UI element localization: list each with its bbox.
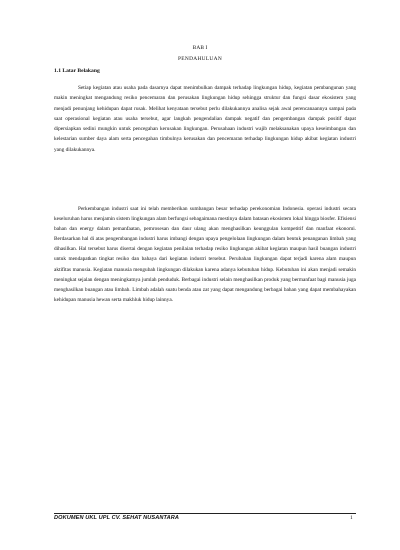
section-heading: 1.1 Latar Belakang (54, 68, 100, 74)
body-paragraph: Perkembangan industri saat ini telah memberikan sumbangan besar terhadap perekonomian Indonesia. operasi industri secara keseluruhan harus menjamin sistem lingkungan alam berfungsi sebagaimana mestinya dalam batasan ekosistem lokal hingga biosfer. Efisiensi bahan dan energy dalam pemanfaatan, pemrosesan dan daur ulang akan menghasilkan keunggulan kompetitif dan manfaat ekonomi. Berdasarkan hal di atas pengembangan industri harus imbangi dengan upaya pengelolaan lingkungan dalam bentuk penanganan limbah yang dihasilkan. Hal tersebut harus disertai dengan kegiatan penilaian terhadap resiko lingkungan akibat kegiatan maupun hasil buangan industri untuk mendapatkan tingkat resiko dan bahaya dari kegiatan industri tersebut. Perubahan lingkungan dapat terjadi karena alam maupun aktifitas manusia. Kegiatan manusia mengubah lingkungan dilakukan karena adanya kebutuhan hidup. Kebutuhan ini akan menjadi semakin meningkat sejalan dengan meningkatnya jumlah penduduk. Berbagai industri selain menghasilkan produk yang bermanfaat bagi manusia juga menghasilkan buangan atau limbah. Limbah adalah suatu benda atau zat yang dapat mengandung berbagai bahan yang dapat membahayakan kehidupan manusia hewan serta makhluk hidup lainnya. (54, 206, 356, 303)
chapter-title: PENDAHULUAN (177, 56, 223, 62)
footer-divider (54, 513, 356, 514)
chapter-number: BAB I (192, 45, 208, 51)
page-number: 1 (350, 515, 353, 521)
body-paragraph: Setiap kegiatan atau usaha pada dasarnya dapat menimbulkan dampak terhadap lingkungan hidup, kegiatan pembangunan yang makin meningkat mengandung resiko pencemaran dan perusakan lingkungan hidup sehingga struktur dan fungsi dasar ekosistem yang menjadi penunjang kehidupan dapat rusak. Melihat kenyataan tersebut perlu dilakukannya analisa sejak awal perencanaannya sampai pada saat operasional kegiatan atau usaha tersebut, agar langkah pengendalian dampak negatif dan pengembangan dampak positif dapat dipersiapkan sedini mungkin untuk pencegahan kerusakan lingkungan. Perusahaan industri wajib melaksanakan upaya keseimbangan dan kelestarian sumber daya alam serta pencegahan timbulnya kerusakan dan pencemaran terhadap lingkungan hidup akibat kegiatan industri yang dilakukannya. (54, 85, 356, 153)
footer-document-title: DOKUMEN UKL UPL CV. SEHAT NUSANTARA (54, 515, 180, 521)
